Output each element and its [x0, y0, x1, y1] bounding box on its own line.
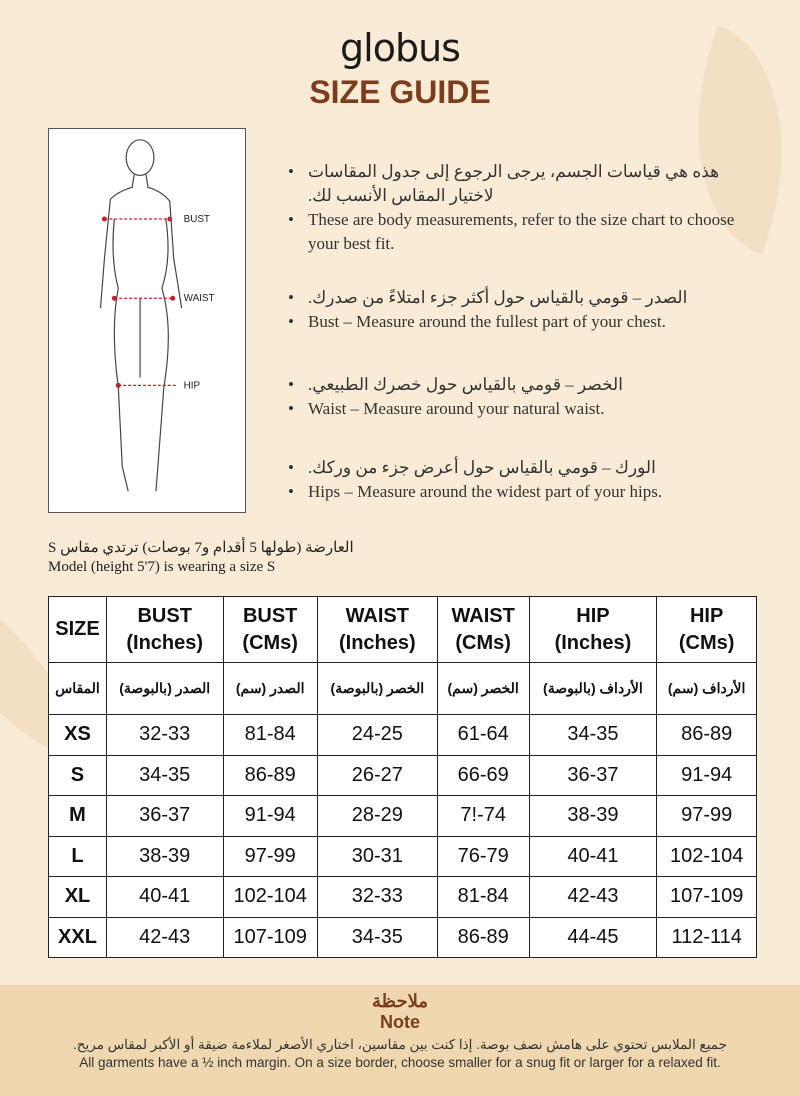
size-cell: XS: [49, 715, 107, 756]
arabic-header: الخصر (بالبوصة): [317, 663, 437, 715]
header-unit: (Inches): [338, 631, 416, 654]
header-unit: (Inches): [126, 631, 204, 654]
column-header: [223, 597, 317, 663]
note-title-ar: ملاحظة: [372, 991, 428, 1011]
table-cell: 86-89: [657, 715, 757, 756]
column-header: [437, 597, 529, 663]
header-line: WAIST: [345, 604, 409, 627]
table-cell: 42-43: [106, 917, 223, 958]
size-cell: XXL: [49, 917, 107, 958]
header-unit: (Inches): [554, 631, 632, 654]
instruction-ar: • الصدر – قومي بالقياس حول أكثر جزء امتلاءً من صدرك.: [288, 286, 748, 310]
model-info-ar: العارضة (طولها 5 أقدام و7 بوصات) ترتدي مقاس S: [48, 540, 354, 556]
instructions-1: [288, 160, 748, 256]
table-cell: 102-104: [223, 877, 317, 918]
table-cell: 91-94: [223, 796, 317, 837]
table-cell: 34-35: [317, 917, 437, 958]
table-row: [49, 836, 757, 877]
table-cell: 81-84: [223, 715, 317, 756]
instruction-ar: • هذه هي قياسات الجسم، يرجى الرجوع إلى جدول المقاسات لاختيار المقاس الأنسب لك.: [288, 160, 748, 208]
arabic-header: الخصر (سم): [437, 663, 529, 715]
header-line: BUST: [242, 604, 298, 627]
arabic-header: الأرداف (بالبوصة): [529, 663, 657, 715]
table-cell: 97-99: [657, 796, 757, 837]
table-cell: 112-114: [657, 917, 757, 958]
column-header: [49, 597, 107, 663]
instructions-hips: [288, 456, 748, 504]
table-row: [49, 715, 757, 756]
hip-label: HIP: [183, 380, 201, 392]
table-row: [49, 796, 757, 837]
header-unit: (CMs): [678, 631, 735, 654]
table-row: [49, 917, 757, 958]
header-line: HIP: [576, 604, 610, 627]
header-line: SIZE: [55, 618, 100, 640]
header-unit: (CMs): [242, 631, 298, 654]
table-cell: 91-94: [657, 755, 757, 796]
column-header: [529, 597, 657, 663]
table-cell: 34-35: [106, 755, 223, 796]
header-unit: (CMs): [455, 631, 511, 654]
instruction-en: • Bust – Measure around the fullest part of your chest.: [288, 310, 748, 334]
table-cell: 40-41: [529, 836, 657, 877]
table-row: [49, 755, 757, 796]
arabic-header: الأرداف (سم): [657, 663, 757, 715]
size-cell: M: [49, 796, 107, 837]
table-cell: 30-31: [317, 836, 437, 877]
table-cell: 97-99: [223, 836, 317, 877]
table-cell: 28-29: [317, 796, 437, 837]
table-cell: 107-109: [223, 917, 317, 958]
arabic-header: الصدر (بالبوصة): [106, 663, 223, 715]
instruction-ar: • الخصر – قومي بالقياس حول خصرك الطبيعي.: [288, 373, 748, 397]
note-section: [0, 985, 800, 1096]
table-cell: 44-45: [529, 917, 657, 958]
arabic-header: المقاس: [49, 663, 107, 715]
arabic-header: الصدر (سم): [223, 663, 317, 715]
table-cell: 38-39: [529, 796, 657, 837]
model-info-en: Model (height 5'7) is wearing a size S: [48, 559, 276, 575]
table-cell: 36-37: [529, 755, 657, 796]
column-header: [317, 597, 437, 663]
table-cell: 61-64: [437, 715, 529, 756]
header-line: BUST: [137, 604, 192, 627]
table-cell: 38-39: [106, 836, 223, 877]
table-row: [49, 877, 757, 918]
table-cell: 42-43: [529, 877, 657, 918]
table-cell: 107-109: [657, 877, 757, 918]
table-cell: 76-79: [437, 836, 529, 877]
note-title: Note: [380, 1012, 420, 1032]
instruction-ar: • الورك – قومي بالقياس حول أعرض جزء من وركك.: [288, 456, 748, 480]
waist-label: WAIST: [183, 293, 215, 305]
table-cell: 86-89: [437, 917, 529, 958]
table-cell: 81-84: [437, 877, 529, 918]
note-text: All garments have a ½ inch margin. On a size border, choose smaller for a snug fit or larger for a relaxed fit.: [79, 1055, 721, 1070]
table-cell: 34-35: [529, 715, 657, 756]
header-line: WAIST: [451, 604, 515, 627]
page-title: SIZE GUIDE: [309, 74, 491, 110]
instruction-en: • Waist – Measure around your natural waist.: [288, 397, 748, 421]
table-cell: 26-27: [317, 755, 437, 796]
size-cell: XL: [49, 877, 107, 918]
table-cell: 40-41: [106, 877, 223, 918]
size-cell: S: [49, 755, 107, 796]
size-cell: L: [49, 836, 107, 877]
bust-label: BUST: [183, 214, 210, 226]
instructions-bust: [288, 286, 748, 334]
table-cell: 86-89: [223, 755, 317, 796]
table-cell: 24-25: [317, 715, 437, 756]
column-header: [106, 597, 223, 663]
instruction-en: • Hips – Measure around the widest part of your hips.: [288, 480, 748, 504]
table-cell: 32-33: [317, 877, 437, 918]
table-cell: 102-104: [657, 836, 757, 877]
instruction-en: • These are body measurements, refer to the size chart to choose your best fit.: [288, 208, 748, 256]
table-cell: 66-69: [437, 755, 529, 796]
body-measurement-figure: [48, 128, 246, 513]
column-header: [657, 597, 757, 663]
table-cell: 32-33: [106, 715, 223, 756]
size-chart-table: [48, 596, 757, 958]
note-text-ar: جميع الملابس تحتوي على هامش نصف بوصة. إذا كنت بين مقاسين، اختاري الأصغر لملاءمة ضيقة أو الأكبر لمقاس مريح.: [73, 1037, 727, 1052]
header-line: HIP: [689, 604, 724, 627]
table-cell: 36-37: [106, 796, 223, 837]
instructions-waist: [288, 373, 748, 421]
arabic-header-row: [49, 663, 757, 715]
table-cell: 7!-74: [437, 796, 529, 837]
brand-logo: globus: [340, 26, 460, 70]
